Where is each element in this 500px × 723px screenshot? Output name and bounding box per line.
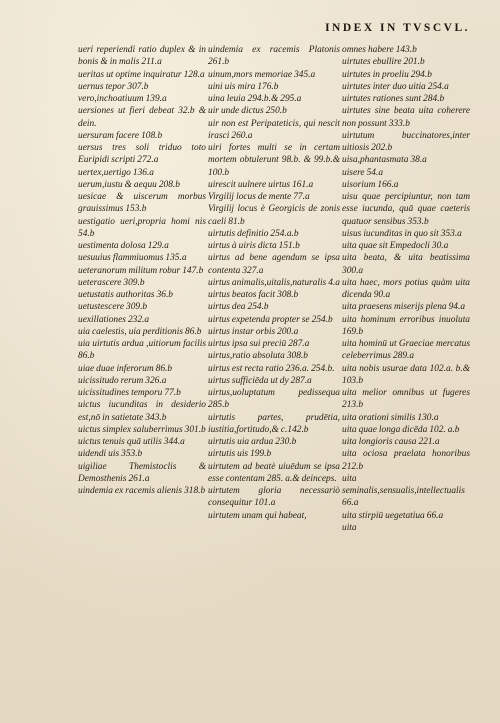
index-entry: uirtutem unam qui habeat,: [208, 510, 307, 521]
index-entry: uita praesens miserijs plena 94.a: [342, 302, 466, 313]
index-entry: uiri fortes multi se in certam mortem obtulerunt 98.b. & 99.b.& 100.b: [208, 143, 340, 178]
index-entry: uita stirpiū uegetatiua 66.a: [342, 510, 444, 521]
index-entry: uirtus sufficiēda ut dy 287.a: [208, 375, 312, 386]
index-entry: uita melior omnibus ut fugeres 213.b: [342, 388, 470, 411]
index-entry: uigiliae Themistoclis & Demosthenis 261.a: [78, 461, 206, 484]
index-entry: uita quae longa dicēda 102. a.b: [342, 424, 460, 435]
index-entry: uesuuius flammiuomus 135.a: [78, 253, 187, 264]
index-entry: uirtus expetenda propter se 254.b: [208, 314, 333, 325]
index-entry: uir non est Peripateticis, qui nescit irasci 260.a: [208, 118, 340, 141]
index-entry: uersus tres soli triduo toto Euripidi scripti 272.a: [78, 143, 206, 166]
index-entry: uirtus,uoluptatum pedissequa 285.b: [208, 388, 340, 411]
index-entry: uestimenta dolosa 129.a: [78, 241, 169, 251]
index-entry: uertex,uertigo 136.a: [78, 167, 154, 178]
index-entry: uia caelestis, uia perditionis 86.b: [78, 326, 202, 337]
index-entry: ueterascere 309.b: [78, 277, 145, 288]
index-column-left: [78, 44, 206, 534]
index-entry: uerum,iustu & aequu 208.b: [78, 179, 180, 190]
index-entry: uindemia ex racemis alienis 318.b: [78, 486, 206, 496]
index-entry: uini uis mira 176.b: [208, 81, 279, 92]
index-entry: uirtus beatos facit 308.b: [208, 290, 299, 300]
index-entry: uinum,mors memoriae 345.a: [208, 69, 316, 80]
index-entry: uir unde dictus 250.b: [208, 106, 287, 117]
index-entry: uita hominū ut Graeciae mercatus celeberrimus 289.a: [342, 339, 470, 362]
index-entry: uictus simplex saluberrimus 301.b: [78, 424, 206, 435]
index-entry: uisere 54.a: [342, 167, 384, 178]
index-entry: Virgilij locus è Georgicis de zonis caeli 81.b: [208, 204, 340, 227]
index-entry: uirtutis definitio 254.a.b: [208, 228, 299, 239]
index-entry: uita hominum erroribus inuoluta 169.b: [342, 314, 470, 337]
index-entry: uisa,phantasmata 38.a: [342, 155, 427, 166]
index-entry: uesicae & uiscerum morbus grauissimus 153.b: [78, 192, 206, 215]
index-entry: ueri reperiendi ratio duplex & in bonis & in malis 211.a: [78, 45, 206, 68]
index-entry: uirtutes sine beata uita coherere non possunt 333.b: [342, 106, 470, 129]
index-entry: uirtutum buccinatores,inter uitiosis 202.b: [342, 130, 470, 153]
index-entry: uicissitudines temporu 77.b: [78, 388, 181, 398]
index-entry: uirtutes rationes sunt 284.b: [342, 94, 445, 104]
index-entry: uia uirtutis ardua ,uitiorum facilis 86.b: [78, 339, 206, 362]
index-entry: uetustescere 309.b: [78, 302, 148, 313]
index-entry: uirtutis uia ardua 230.b: [208, 437, 297, 447]
index-entry: vero,inchoatiuum 139.a: [78, 94, 167, 104]
index-entry: uetustatis authoritas 36.b: [78, 290, 173, 300]
index-entry: uiae duae inferorum 86.b: [78, 363, 173, 374]
index-entry: uisorium 166.a: [342, 179, 399, 190]
index-entry: uirtus est recta ratio 236.a. 254.b.: [208, 363, 335, 374]
index-entry: uirtutes ebullire 201.b: [342, 57, 425, 68]
index-column-middle: [208, 44, 340, 534]
index-column-right: [342, 44, 470, 534]
index-entry: uita haec, mors potius quàm uita dicenda 90.a: [342, 277, 470, 300]
index-entry: uirtus,ratio absoluta 308.b: [208, 351, 308, 362]
index-entry: uicissitudo rerum 326.a: [78, 375, 167, 386]
index-entry: uita: [342, 522, 357, 533]
index-entry: uirescit uulnere uirtus 161.a: [208, 179, 314, 190]
index-entry: uexillationes 232.a: [78, 314, 150, 325]
index-entry: uirtutis partes, prudētia, iustitia,fortitudo,& c.142.b: [208, 412, 340, 435]
index-entry: uita ociosa praelata honoribus 212.b: [342, 449, 470, 472]
index-entry: uernus tepor 307.b: [78, 81, 149, 92]
index-entry: uita orationi similis 130.a: [342, 412, 439, 423]
index-entry: uirtus ipsa sui preciū 287.a: [208, 339, 310, 349]
index-entry: uirtutem gloria necessariò consequitur 101.a: [208, 486, 340, 509]
index-entry: ueteranorum militum robur 147.b: [78, 265, 204, 276]
index-entry: uirtus animalis,uitalis,naturalis 4.a: [208, 277, 340, 288]
index-entry: uersiones ut fieri debeat 32.b & dein.: [78, 106, 206, 129]
index-entry: uirtutem ad beatè uiuēdum se ipsa esse contentam 285. a.& deinceps.: [208, 461, 340, 484]
index-entry: uita longioris causa 221.a: [342, 437, 440, 447]
index-entry: omnes habere 143.b: [342, 45, 417, 55]
index-entry: uirtus dea 254.b: [208, 302, 269, 313]
index-entry: uirtus instar orbis 200.a: [208, 326, 299, 337]
index-entry: uictus iucunditas in desiderio est,nō in satietate 343.b: [78, 400, 206, 423]
index-entry: uersuram facere 108.b: [78, 130, 163, 141]
index-entry: uita beata, & uita beatissima 300.a: [342, 253, 470, 276]
index-entry: uidendi uis 353.b: [78, 449, 143, 460]
index-entry: uisu quae percipiuntur, non tam esse iucunda, quā quae caeteris quatuor sensibus 353.b: [342, 192, 470, 227]
index-entry: uina leuia 294.b.& 295.a: [208, 94, 302, 104]
index-entry: Virgilij locus de mente 77.a: [208, 192, 310, 202]
index-entry: uirtutes in proeliu 294.b: [342, 69, 432, 80]
index-entry: uita seminalis,sensualis,intellectualis 66.a: [342, 473, 465, 509]
index-entry: uirtus ad bene agendum se ipsa contenta 327.a: [208, 253, 340, 276]
index-entry: uirtutis uis 199.b: [208, 449, 272, 460]
index-columns: [78, 44, 470, 534]
index-entry: uirtutes inter duo uitia 254.a: [342, 81, 449, 92]
index-entry: uita nobis usurae data 102.a. b.& 103.b: [342, 363, 470, 386]
running-header: INDEX IN TVSCVL.: [325, 22, 470, 34]
index-entry: uestigatio ueri,propria homi nis 54.b: [78, 216, 206, 239]
index-entry: uictus tenuis quā utilis 344.a: [78, 437, 185, 447]
index-entry: ueritas ut optime inquiratur 128.a: [78, 69, 205, 80]
index-entry: uirtus à uiris dicta 151.b: [208, 241, 300, 251]
index-entry: uisus iucunditas in quo sit 353.a: [342, 228, 462, 239]
index-entry: uita quae sit Empedocli 30.a: [342, 241, 449, 251]
index-entry: uindemia ex racemis Platonis 261.b: [208, 45, 340, 68]
